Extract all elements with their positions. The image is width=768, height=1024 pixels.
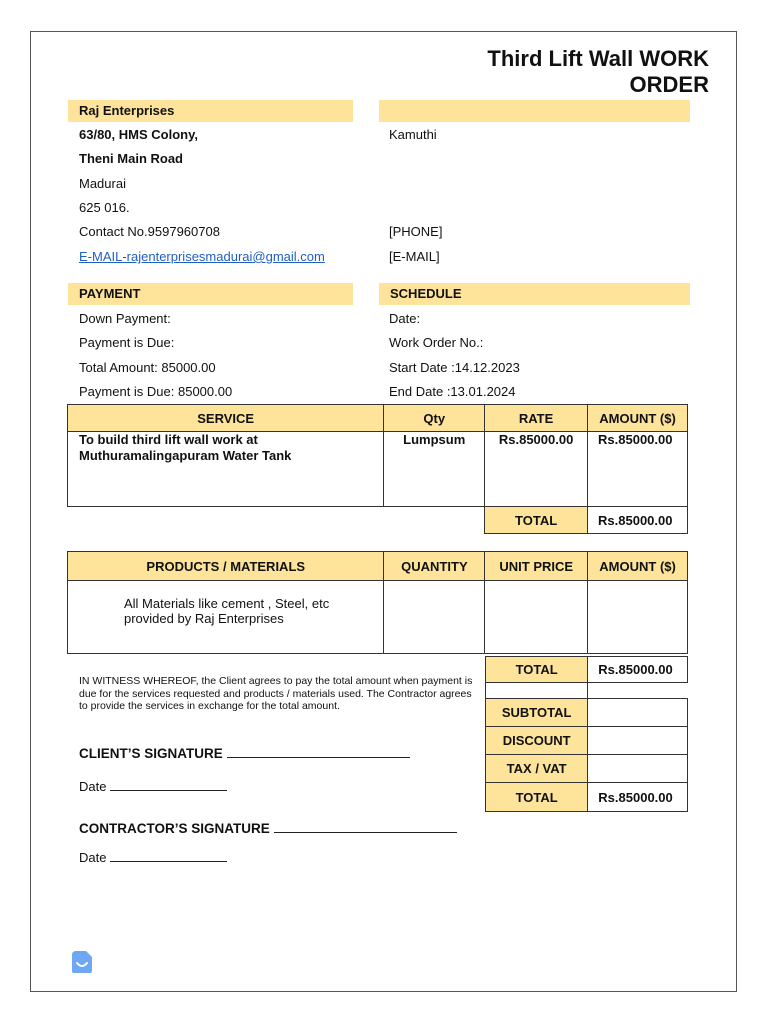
title-line-1: Third Lift Wall WORK bbox=[487, 46, 709, 71]
amount-header: AMOUNT ($) bbox=[588, 405, 688, 432]
service-qty: Lumpsum bbox=[384, 432, 485, 507]
contractor-name-band bbox=[68, 100, 353, 122]
materials-header: PRODUCTS / MATERIALS bbox=[68, 552, 384, 581]
contractor-date-line[interactable] bbox=[110, 849, 227, 862]
unit-price-header: UNIT PRICE bbox=[485, 552, 588, 581]
grand-total-value: Rs.85000.00 bbox=[588, 783, 688, 812]
contractor-date-row bbox=[79, 849, 227, 866]
client-signature-line[interactable] bbox=[227, 745, 410, 758]
contractor-email-link[interactable]: E-MAIL-rajenterprisesmadurai@gmail.com bbox=[79, 249, 325, 264]
service-description: To build third lift wall work at Muthuramalingapuram Water Tank bbox=[68, 432, 384, 507]
contractor-contact: Contact No.9597960708 bbox=[79, 224, 220, 239]
client-phone: [PHONE] bbox=[389, 224, 443, 239]
rate-header: RATE bbox=[485, 405, 588, 432]
quantity-header: QUANTITY bbox=[384, 552, 485, 581]
summary-table bbox=[485, 656, 688, 812]
materials-table bbox=[67, 551, 688, 654]
witness-clause: IN WITNESS WHEREOF, the Client agrees to pay the total amount when payment is due for the services requested and products / materials used. The Contractor agrees to provide the services in exchange for the total amount. bbox=[79, 675, 473, 712]
tax-label: TAX / VAT bbox=[486, 755, 588, 783]
document-title bbox=[409, 46, 709, 98]
service-table bbox=[67, 404, 688, 534]
down-payment: Down Payment: bbox=[79, 311, 171, 326]
client-date-row bbox=[79, 778, 227, 795]
contractor-pin: 625 016. bbox=[79, 200, 130, 215]
work-order-no: Work Order No.: bbox=[389, 335, 484, 350]
client-date-line[interactable] bbox=[110, 778, 227, 791]
payment-due: Payment is Due: bbox=[79, 335, 175, 350]
start-date: Start Date :14.12.2023 bbox=[389, 360, 520, 375]
contractor-address-2: Theni Main Road bbox=[79, 151, 183, 166]
qty-header: Qty bbox=[384, 405, 485, 432]
materials-total-value: Rs.85000.00 bbox=[588, 657, 688, 683]
discount-label: DISCOUNT bbox=[486, 727, 588, 755]
total-amount: Total Amount: 85000.00 bbox=[79, 360, 216, 375]
materials-quantity bbox=[384, 581, 485, 654]
service-header: SERVICE bbox=[68, 405, 384, 432]
title-line-2: ORDER bbox=[629, 72, 709, 97]
contractor-name: Raj Enterprises bbox=[79, 103, 175, 118]
client-location: Kamuthi bbox=[389, 127, 437, 142]
tax-value bbox=[588, 755, 688, 783]
contractor-date-label: Date bbox=[79, 850, 107, 865]
materials-total-label: TOTAL bbox=[486, 657, 588, 683]
client-signature-label: CLIENT’S SIGNATURE bbox=[79, 746, 223, 761]
document-app-icon[interactable] bbox=[71, 950, 93, 974]
contractor-signature-label: CONTRACTOR’S SIGNATURE bbox=[79, 821, 270, 836]
discount-value bbox=[588, 727, 688, 755]
service-rate: Rs.85000.00 bbox=[485, 432, 588, 507]
contractor-signature-line[interactable] bbox=[274, 820, 457, 833]
materials-description: All Materials like cement , Steel, etc provided by Raj Enterprises bbox=[68, 581, 384, 654]
service-amount: Rs.85000.00 bbox=[588, 432, 688, 507]
materials-amount-header: AMOUNT ($) bbox=[588, 552, 688, 581]
subtotal-label: SUBTOTAL bbox=[486, 699, 588, 727]
schedule-date: Date: bbox=[389, 311, 421, 326]
materials-unit-price bbox=[485, 581, 588, 654]
client-email: [E-MAIL] bbox=[389, 249, 440, 264]
materials-amount bbox=[588, 581, 688, 654]
grand-total-label: TOTAL bbox=[486, 783, 588, 812]
client-name-band bbox=[379, 100, 690, 122]
payment-due-amount: Payment is Due: 85000.00 bbox=[79, 384, 233, 399]
contractor-signature-row bbox=[79, 820, 457, 836]
end-date: End Date :13.01.2024 bbox=[389, 384, 516, 399]
subtotal-value bbox=[588, 699, 688, 727]
client-signature-row bbox=[79, 745, 410, 761]
contractor-city: Madurai bbox=[79, 176, 126, 191]
schedule-header: SCHEDULE bbox=[379, 283, 690, 305]
client-date-label: Date bbox=[79, 779, 107, 794]
payment-header: PAYMENT bbox=[68, 283, 353, 305]
service-total-value: Rs.85000.00 bbox=[588, 507, 688, 534]
contractor-address-1: 63/80, HMS Colony, bbox=[79, 127, 198, 142]
service-total-label: TOTAL bbox=[485, 507, 588, 534]
